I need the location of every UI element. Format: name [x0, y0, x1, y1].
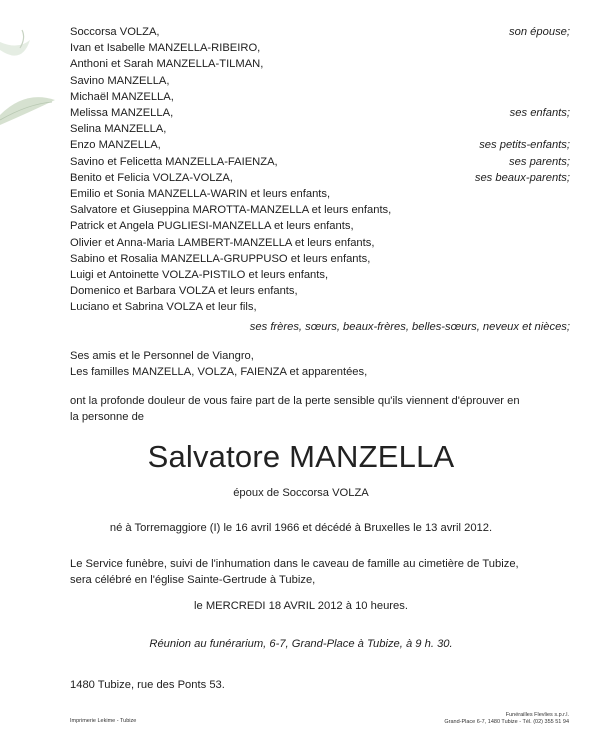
family-member-name: Melissa MANZELLA, [70, 107, 174, 119]
deceased-name: Salvatore MANZELLA [147, 439, 455, 474]
family-member-name: Luciano et Sabrina VOLZA et leur fils, [70, 301, 257, 314]
family-relation: ses parents; [509, 155, 570, 168]
leaf-decoration-icon [0, 20, 60, 140]
birth-death-line: né à Torremaggiore (I) le 16 avril 1966 et décédé à Bruxelles le 13 avril 2012. [109, 522, 493, 534]
siblings-relation: ses frères, sœurs, beaux-frères, belles-sœurs, neveux et nièces; [249, 321, 570, 333]
friends-line-1: Ses amis et le Personnel de Viangro, [70, 350, 254, 362]
family-member-name: Patrick et Angela PUGLIESI-MANZELLA et leurs enfants, [70, 220, 354, 233]
address-line: 1480 Tubize, rue des Ponts 53. [70, 679, 225, 691]
family-member-name: Salvatore et Giuseppina MAROTTA-MANZELLA et leurs enfants, [70, 204, 392, 217]
family-member-name: Olivier et Anna-Maria LAMBERT-MANZELLA et leurs enfants, [70, 236, 375, 249]
family-member-name: Domenico et Barbara VOLZA et leurs enfants, [70, 285, 298, 298]
reunion-line: Réunion au funérarium, 6-7, Grand-Place à Tubize, à 9 h. 30. [149, 638, 453, 650]
family-member-name: Soccorsa VOLZA, [70, 26, 160, 38]
family-relation: ses petits-enfants; [479, 139, 570, 152]
service-date: le MERCREDI 18 AVRIL 2012 à 10 heures. [194, 600, 408, 612]
family-member-name: Luigi et Antoinette VOLZA-PISTILO et leurs enfants, [70, 269, 329, 281]
family-member-name: Savino MANZELLA, [70, 74, 170, 87]
announcement-line-1: ont la profonde douleur de vous faire part de la perte sensible qu'ils viennent d'éprouver en [70, 395, 520, 407]
family-member-name: Anthoni et Sarah MANZELLA-TILMAN, [70, 58, 264, 71]
spouse-line: époux de Soccorsa VOLZA [233, 487, 369, 499]
service-line-1: Le Service funèbre, suivi de l'inhumation dans le caveau de famille au cimetière de Tubize, [70, 558, 519, 570]
funeral-home-address: Grand-Place 6-7, 1480 Tubize - Tél. (02) 355 51 94 [444, 719, 569, 725]
family-member-name: Savino et Felicetta MANZELLA-FAIENZA, [70, 155, 278, 168]
family-relation: son épouse; [509, 26, 570, 38]
announcement-line-2: la personne de [70, 411, 145, 423]
funeral-home-name: Funérailles Flevlies s.p.r.l. [505, 712, 569, 718]
printer-credit: Imprimerie Lekime - Tubize [70, 718, 137, 724]
family-member-name: Emilio et Sonia MANZELLA-WARIN et leurs enfants, [70, 188, 331, 200]
family-member-name: Michaël MANZELLA, [70, 90, 174, 103]
family-member-name: Benito et Felicia VOLZA-VOLZA, [70, 171, 233, 184]
family-member-name: Enzo MANZELLA, [70, 139, 161, 152]
family-relation: ses beaux-parents; [474, 171, 570, 184]
family-member-name: Selina MANZELLA, [70, 123, 167, 136]
service-line-2: sera célébré en l'église Sainte-Gertrude à Tubize, [70, 574, 316, 586]
friends-line-2: Les familles MANZELLA, VOLZA, FAIENZA et apparentées, [70, 366, 368, 378]
family-relation: ses enfants; [509, 107, 570, 119]
family-member-name: Sabino et Rosalia MANZELLA-GRUPPUSO et leurs enfants, [70, 252, 371, 265]
family-member-name: Ivan et Isabelle MANZELLA-RIBEIRO, [70, 42, 261, 55]
